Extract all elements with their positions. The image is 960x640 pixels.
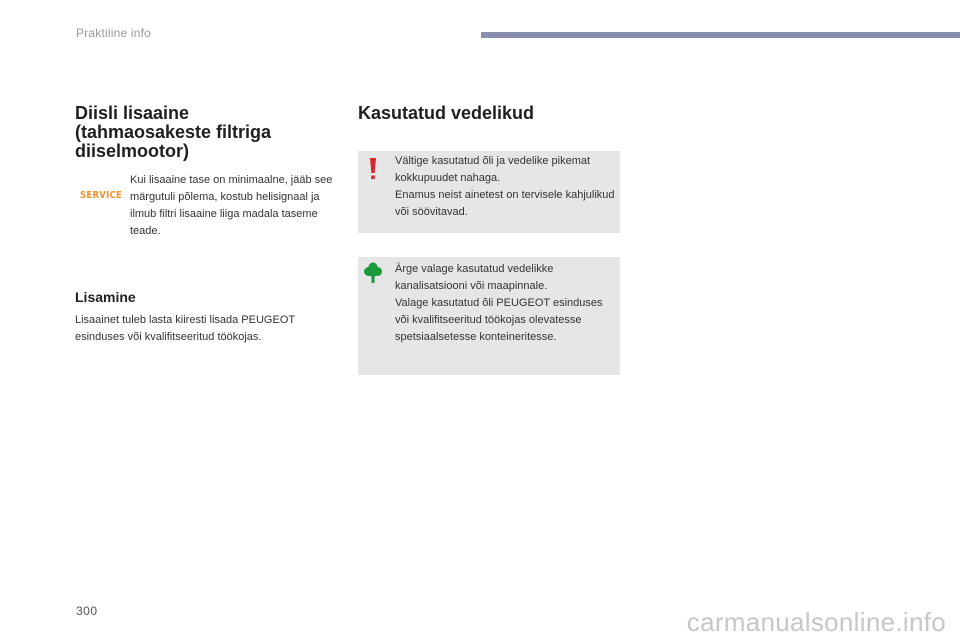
refilling-text: Lisaainet tuleb lasta kiiresti lisada PEUGEOT esinduses või kvalifitseeritud töökojas. [75, 314, 295, 343]
refilling-heading: Lisamine [75, 289, 136, 305]
exclamation-icon [369, 158, 377, 180]
page-number: 300 [76, 604, 98, 618]
environment-line: Valage kasutatud õli PEUGEOT esinduses või kvalifitseeritud töökojas olevatesse spetsiaalsetesse konteineritesse. [395, 297, 603, 343]
service-warning-icon: SERVICE [80, 190, 123, 201]
warning-box [358, 151, 620, 233]
service-warning-text: Kui lisaaine tase on minimaalne, jääb see märgutuli põlema, kostub helisignaal ja ilmub filtri lisaaine liiga madala taseme teade. [130, 174, 333, 237]
diesel-additive-heading: Diisli lisaaine (tahmaosakeste filtriga diiselmootor) [75, 103, 272, 161]
environment-line: Ärge valage kasutatud vedelikke kanalisatsiooni või maapinnale. [395, 263, 554, 292]
tree-icon [364, 262, 382, 284]
used-fluids-heading: Kasutatud vedelikud [358, 103, 535, 123]
section-header-title: Praktiline info [76, 26, 152, 40]
environment-box [358, 257, 620, 375]
warning-line: Vältige kasutatud õli ja vedelike pikemat kokkupuudet nahaga. [395, 155, 591, 184]
watermark: carmanualsonline.info [686, 607, 946, 637]
header-accent-bar [481, 32, 960, 38]
warning-line: Enamus neist ainetest on tervisele kahjulikud või söövitavad. [395, 189, 615, 218]
environment-text [395, 261, 617, 346]
warning-text [395, 153, 617, 221]
